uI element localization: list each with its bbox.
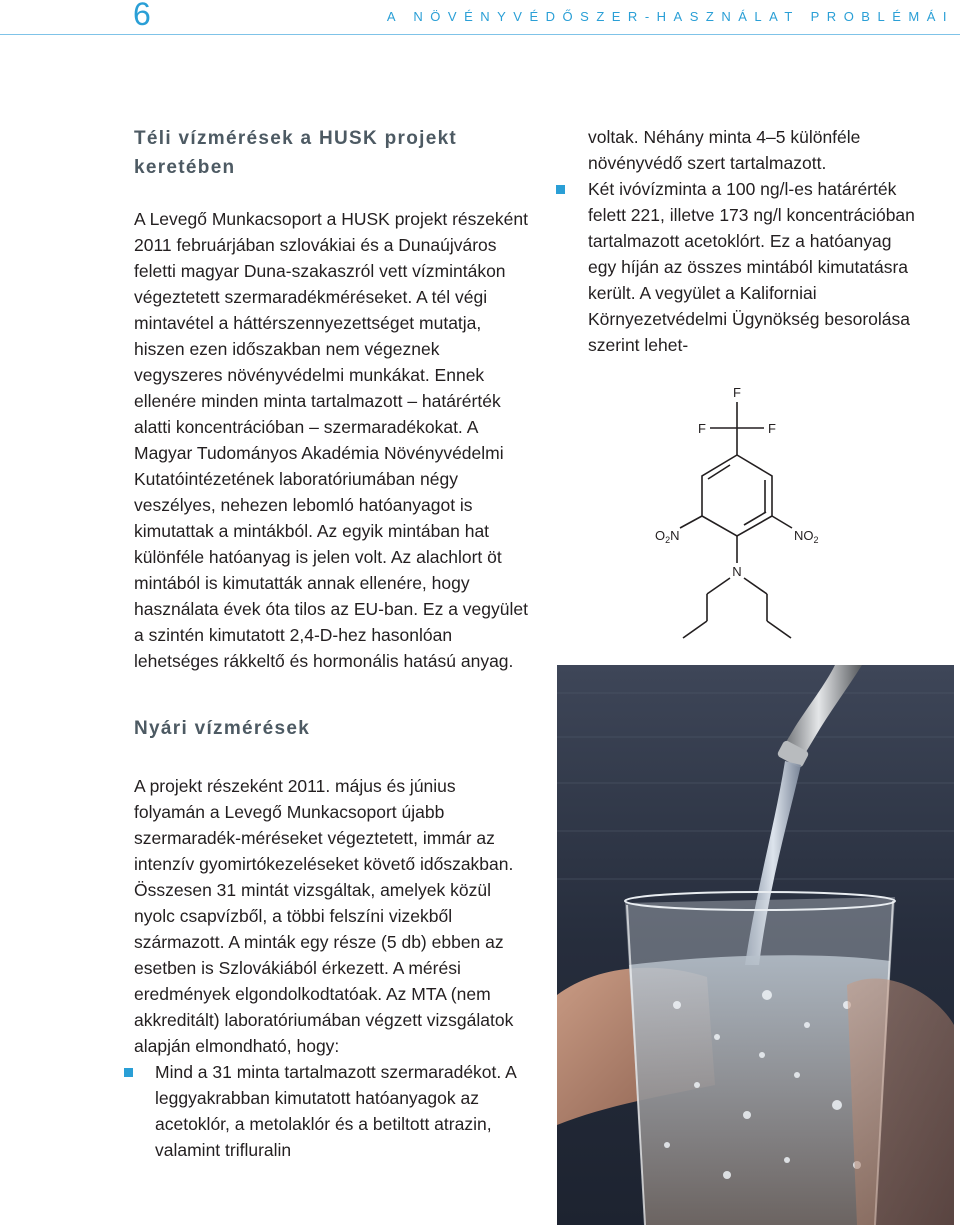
nitro-group-right: $NO_2$ bbox=[794, 528, 819, 545]
bullet-list bbox=[134, 1059, 530, 1163]
atom-f-right: F bbox=[768, 421, 776, 436]
paragraph-winter: A Levegő Munkacsoport a HUSK projekt részeként 2011 februárjában szlovákiai és a Dunaújváros feletti magyar Duna-szakaszról vett vízmintákon végeztetett szermaradékméréseket. A tél végi mintavétel a háttérszennyezettséget mutatja, hiszen ezen időszakban nem végeznek vegyszeres növényvédelmi munkákat. Ennek ellenére minden minta tartalmazott – határérték alatti koncentrációban – szermaradékokat. A Magyar Tudományos Akadémia Növényvédelmi Kutatóintézetének laboratóriumában négy veszélyes, nehezen lebomló hatóanyagot is kimutattak a mintákból. Az egyik mintában hat különféle hatóanyag is jelen volt. Az alachlort öt mintából is kimutatták annak ellenére, hogy használata évek óta tilos az EU-ban. Ez a vegyület a szintén kimutatott 2,4-D-hez hasonlóan lehetséges rákkeltő és hormonális hatású anyag. bbox=[134, 209, 528, 671]
header-rule bbox=[0, 34, 960, 35]
running-header: A NÖVÉNYVÉDŐSZER-HASZNÁLAT PROBLÉMÁI bbox=[386, 9, 954, 24]
trifluralin-structure bbox=[640, 375, 840, 650]
bullet-item-samples: Mind a 31 minta tartalmazott szermaradékot. A leggyakrabban kimutatott hatóanyagok az acetoklór, a metolaklór és a betiltott atrazin, valamint trifluralin bbox=[124, 1059, 520, 1163]
bullet-list-right bbox=[588, 176, 954, 358]
section-title-summer: Nyári vízmérések bbox=[134, 718, 311, 739]
atom-f-left: F bbox=[698, 421, 706, 436]
atom-n: N bbox=[732, 564, 742, 579]
nitro-group-left: $O_2N$ bbox=[655, 528, 680, 545]
paragraph-summer: A projekt részeként 2011. május és június folyamán a Levegő Munkacsoport újabb szermaradék-méréseket végeztetett, immár az intenzív gyomirtókezeléseket követő időszakban. Összesen 31 mintát vizsgáltak, amelyek közül nyolc csapvízből, a többi felszíni vizekből származott. A minták egy része (5 db) ebben az esetben is Szlovákiából érkezett. A mérési eredmények elgondolkodtatóak. Az MTA (nem akkreditált) laboratóriumában végzett vizsgálatok alapján elmondható, hogy: bbox=[134, 776, 514, 1056]
page-number: 6 bbox=[133, 0, 151, 32]
right-column bbox=[588, 124, 954, 358]
water-glass-photo bbox=[557, 665, 954, 1225]
atom-f-top: F bbox=[733, 385, 741, 400]
left-column bbox=[134, 124, 530, 1163]
paragraph-continuation: voltak. Néhány minta 4–5 különféle növényvédő szert tartalmazott. bbox=[588, 127, 861, 173]
section-title-winter: Téli vízmérések a HUSK projekt keretében bbox=[134, 128, 458, 178]
bullet-item-drinking-water: Két ivóvízminta a 100 ng/l-es határérték felett 221, illetve 173 ng/l koncentrációban tartalmazott acetoklórt. Ez a hatóanyag egy híján az összes mintából kimutatásra került. A vegyület a Kaliforniai Környezetvédelmi Ügynökség besorolása szerint lehet- bbox=[556, 176, 922, 358]
